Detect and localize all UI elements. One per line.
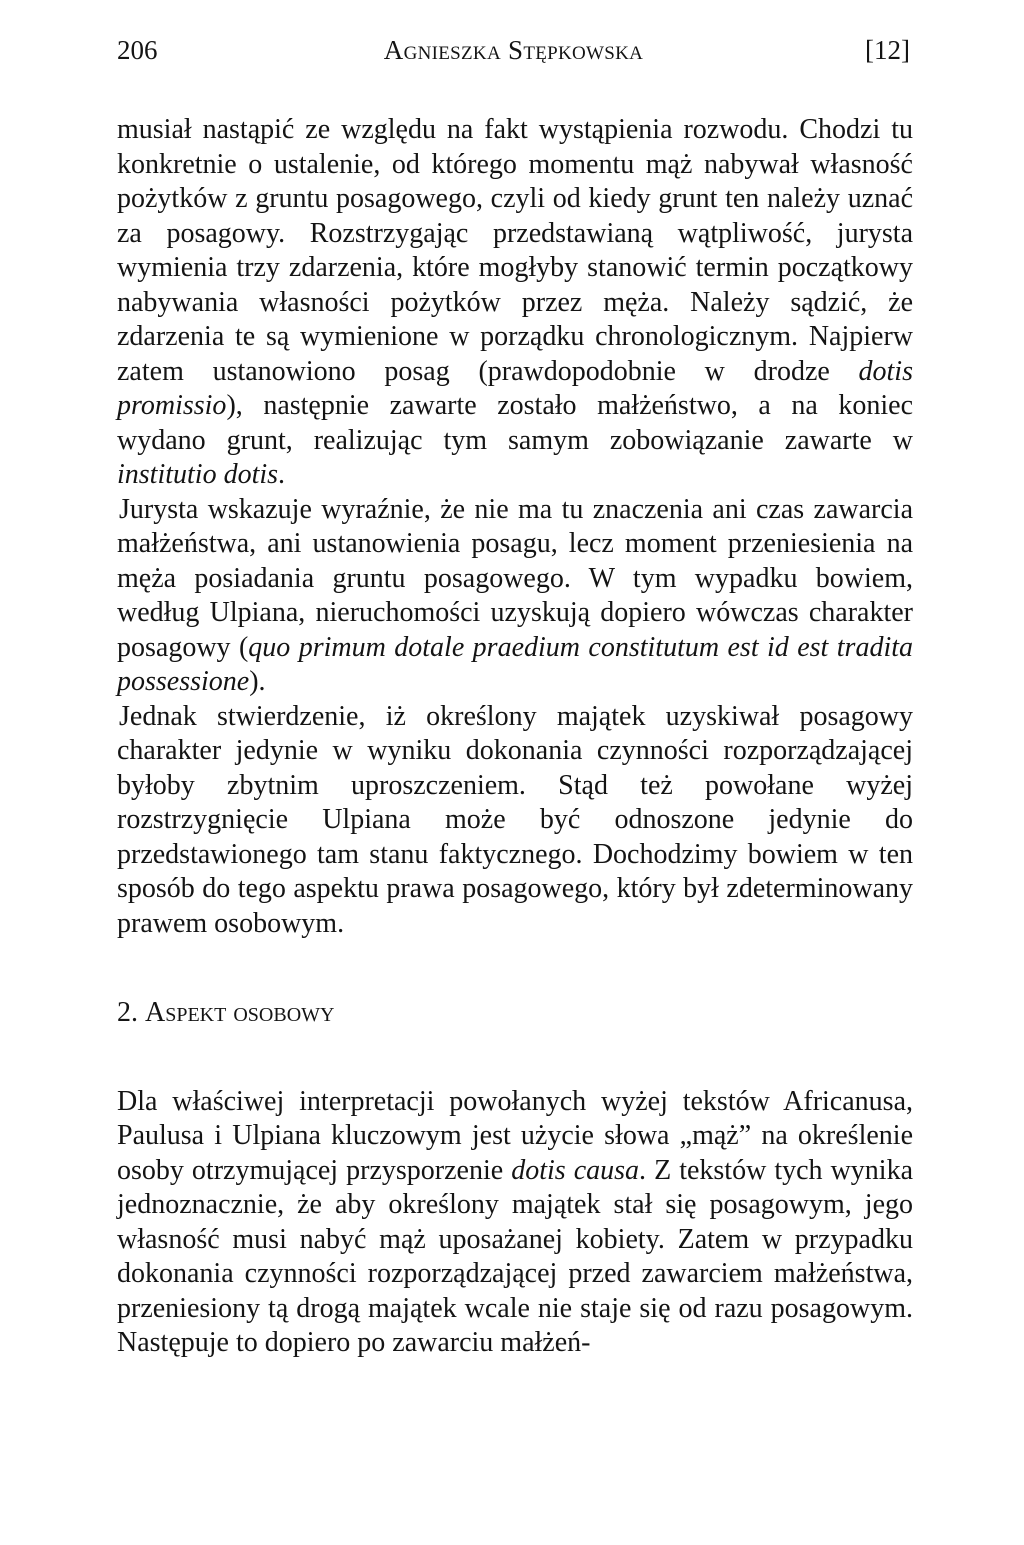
body-text [117,113,913,1361]
paragraph-1-latin-a: dotis promissio [117,355,913,421]
paragraph-4 [117,1085,913,1361]
paragraph-4-text-a: Dla właściwej interpretacji powołanych wyżej tekstów Africanusa, Paulusa i Ulpiana kluczowym jest użycie słowa „mąż” na określenie osoby otrzymującej przysporzenie [117,1085,913,1186]
paragraph-2-text-b: ). [249,666,266,697]
paragraph-2-latin-a: quo primum dotale praedium constitutum est id est tradita possessione [117,631,913,697]
page-header [117,30,910,70]
section-title: Aspekt osobowy [145,997,335,1028]
running-title: Agnieszka Stępkowska [383,35,644,65]
paragraph-2-text-a: Jurysta wskazuje wyraźnie, że nie ma tu znaczenia ani czas zawarcia małżeństwa, ani ustanowienia posagu, lecz moment przeniesienia na męża posiadania gruntu posagowego. W tym wypadku bowiem, według Ulpiana, nieruchomości uzyskują dopiero wówczas charakter posagowy ( [117,493,913,663]
paragraph-1 [117,113,913,493]
paragraph-1-text-a: musiał nastąpić ze względu na fakt wystąpienia rozwodu. Chodzi tu konkretnie o ustalenie, od którego momentu mąż nabywał własność pożytków z gruntu posagowego, czyli od kiedy grunt ten należy uznać za posagowy. Rozstrzygając przedstawianą wątpliwość, jurysta wymienia trzy zdarzenia, które mogłyby stanowić termin początkowy nabywania własności pożytków przez męża. Należy sądzić, że zdarzenia te są wymienione w porządku chronologicznym. Najpierw zatem ustanowiono posag (prawdopodobnie w drodze [117,114,913,387]
paragraph-1-text-b: ), następnie zawarte zostało małżeństwo, a na koniec wydano grunt, realizując tym samym zobowiązanie zawarte w [117,390,913,456]
section-heading [117,996,913,1031]
paragraph-4-text-b: . Z tekstów tych wynika jednoznacznie, że aby określony majątek stał się posagowym, jego własność musi nabyć mąż uposażanej kobiety. Zatem w przypadku dokonania czynności rozporządzającej przed zawarciem małżeństwa, przeniesiony tą drogą majątek wcale nie staje się od razu posagowym. Następuje to dopiero po zawarciu małżeń- [117,1154,914,1358]
paragraph-2 [117,493,913,700]
paragraph-1-latin-b: institutio dotis [117,459,279,490]
section-number: 2. [117,997,138,1028]
section-marker: [12] [865,35,910,65]
paragraph-3 [117,700,913,942]
paragraph-3-text: Jednak stwierdzenie, iż określony majątek uzyskiwał posagowy charakter jedynie w wyniku dokonania czynności rozporządzającej byłoby zbytnim uproszczeniem. Stąd też powołane wyżej rozstrzygnięcie Ulpiana może być odnoszone jedynie do przedstawionego tam stanu faktycznego. Dochodzimy bowiem w ten sposób do tego aspektu prawa posagowego, który był zdeterminowany prawem osobowym. [117,700,913,939]
page-number: 206 [117,35,158,65]
paragraph-1-text-c: . [278,459,286,490]
paragraph-4-latin-a: dotis causa [511,1154,640,1186]
